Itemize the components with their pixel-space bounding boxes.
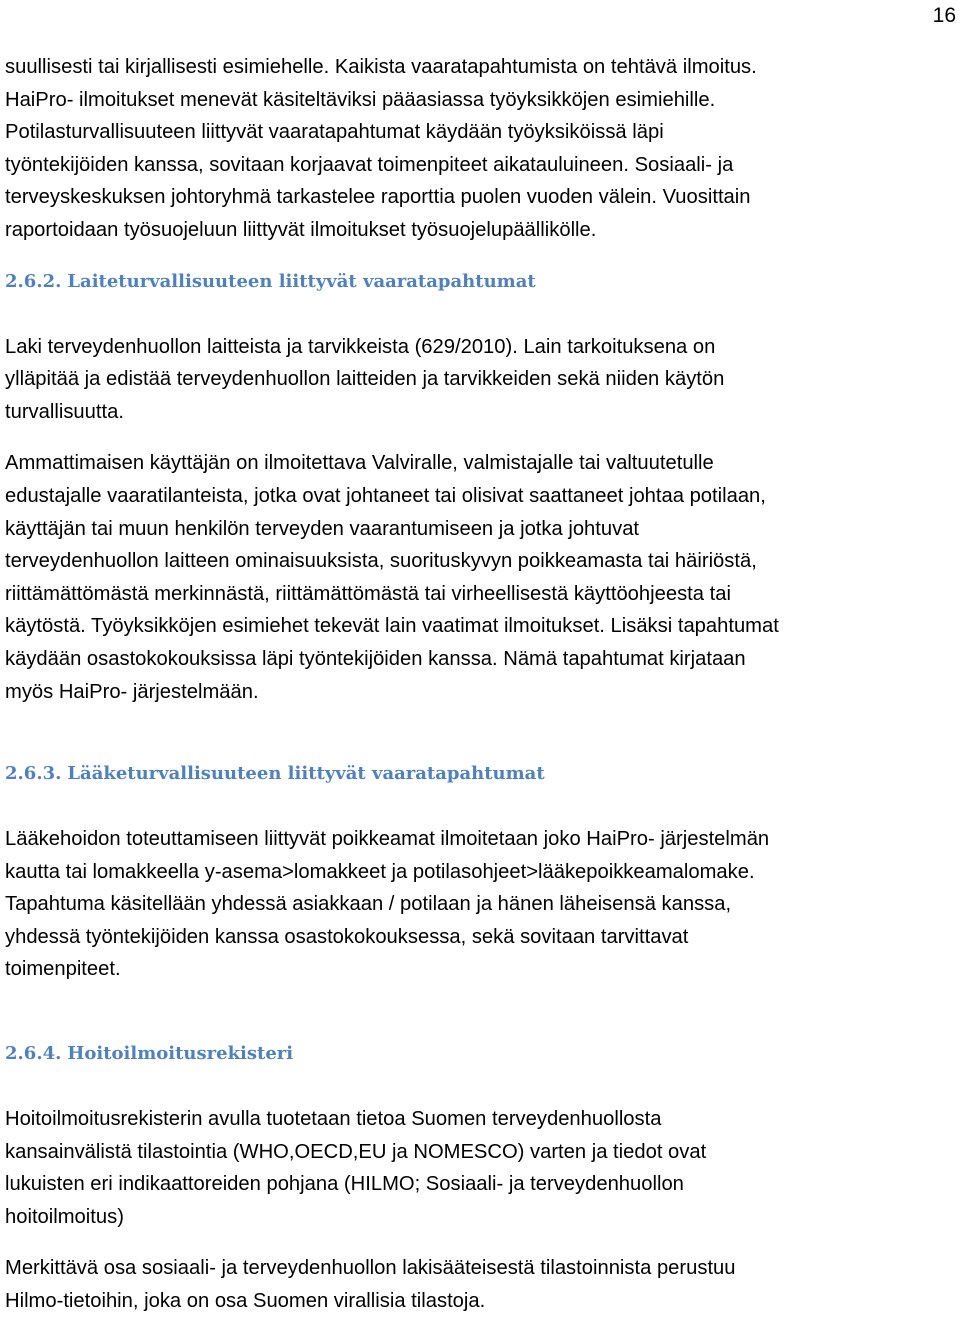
text-line: Merkittävä osa sosiaali- ja terveydenhuollon lakisääteisestä tilastoinnista perustuu <box>5 1257 736 1280</box>
text-line: raportoidaan työsuojeluun liittyvät ilmoitukset työsuojelupäällikölle. <box>5 218 597 241</box>
section-heading-2-6-2 <box>5 266 950 298</box>
section-title: Lääketurvallisuuteen liittyvät vaaratapahtumat <box>67 763 545 785</box>
section-number: 2.6.2. <box>5 270 62 292</box>
text-line: suullisesti tai kirjallisesti esimiehelle. Kaikista vaaratapahtumista on tehtävä ilmoitus. <box>5 56 757 78</box>
paragraph <box>5 447 950 708</box>
section-number: 2.6.3. <box>5 763 62 785</box>
intro-paragraph <box>5 51 950 247</box>
text-line: hoitoilmoitus) <box>5 1205 124 1228</box>
paragraph <box>5 331 950 429</box>
document-body <box>5 51 950 1318</box>
text-line: toimenpiteet. <box>5 958 121 981</box>
text-line: terveydenhuollon laitteen ominaisuuksista, suorituskyvyn poikkeamasta tai häiriöstä, <box>5 550 757 573</box>
text-line: kautta tai lomakkeella y-asema>lomakkeet ja potilasohjeet>lääkepoikkeamalomake. <box>5 860 755 883</box>
section-heading-2-6-3 <box>5 758 950 790</box>
section-heading-2-6-4 <box>5 1038 950 1070</box>
text-line: yhdessä työntekijöiden kanssa osastokokouksessa, sekä sovitaan tarvittavat <box>5 925 689 948</box>
text-line: Tapahtuma käsitellään yhdessä asiakkaan / potilaan ja hänen läheisensä kanssa, <box>5 893 732 916</box>
paragraph <box>5 1252 950 1317</box>
section-title: Laiteturvallisuuteen liittyvät vaaratapahtumat <box>67 270 536 292</box>
text-line: terveyskeskuksen johtoryhmä tarkastelee raporttia puolen vuoden välein. Vuosittain <box>5 186 751 209</box>
text-line: Ammattimaisen käyttäjän on ilmoitettava Valviralle, valmistajalle tai valtuutetulle <box>5 452 714 475</box>
text-line: Potilasturvallisuuteen liittyvät vaaratapahtumat käydään työyksiköissä läpi <box>5 121 664 144</box>
page-number: 16 <box>932 4 956 27</box>
text-line: Hilmo-tietoihin, joka on osa Suomen virallisia tilastoja. <box>5 1290 486 1313</box>
text-line: turvallisuutta. <box>5 400 124 423</box>
text-line: Laki terveydenhuollon laitteista ja tarvikkeista (629/2010). Lain tarkoituksena on <box>5 335 716 358</box>
text-line: HaiPro- ilmoitukset menevät käsiteltäviksi pääasiassa työyksikköjen esimiehille. <box>5 88 716 111</box>
text-line: työntekijöiden kanssa, sovitaan korjaavat toimenpiteet aikatauluineen. Sosiaali- ja <box>5 153 734 176</box>
text-line: Hoitoilmoitusrekisterin avulla tuotetaan tietoa Suomen terveydenhuollosta <box>5 1108 662 1131</box>
paragraph <box>5 1103 950 1233</box>
text-line: kansainvälistä tilastointia (WHO,OECD,EU ja NOMESCO) varten ja tiedot ovat <box>5 1140 707 1163</box>
text-line: myös HaiPro- järjestelmään. <box>5 680 259 703</box>
text-line: käyttäjän tai muun henkilön terveyden vaarantumiseen ja jotka johtuvat <box>5 517 640 540</box>
text-line: riittämättömästä merkinnästä, riittämättömästä tai virheellisestä käyttöohjeesta tai <box>5 582 731 605</box>
text-line: edustajalle vaaratilanteista, jotka ovat johtaneet tai olisivat saattaneet johtaa potilaan, <box>5 484 766 507</box>
section-number: 2.6.4. <box>5 1043 62 1065</box>
text-line: Lääkehoidon toteuttamiseen liittyvät poikkeamat ilmoitetaan joko HaiPro- järjestelmän <box>5 828 770 851</box>
text-line: lukuisten eri indikaattoreiden pohjana (HILMO; Sosiaali- ja terveydenhuollon <box>5 1173 684 1196</box>
text-line: käytöstä. Työyksikköjen esimiehet tekevät lain vaatimat ilmoitukset. Lisäksi tapahtumat <box>5 615 779 638</box>
text-line: käydään osastokokouksissa läpi työntekijöiden kanssa. Nämä tapahtumat kirjataan <box>5 647 746 670</box>
paragraph <box>5 823 950 986</box>
text-line: ylläpitää ja edistää terveydenhuollon laitteiden ja tarvikkeiden sekä niiden käytön <box>5 368 725 391</box>
section-title: Hoitoilmoitusrekisteri <box>67 1043 294 1065</box>
